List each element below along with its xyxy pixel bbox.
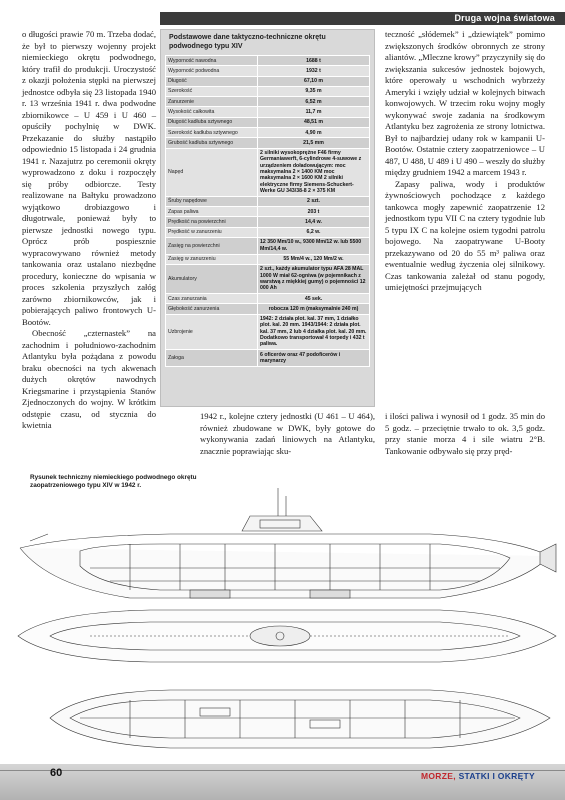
magazine-title (421, 771, 535, 781)
spec-label: Zanurzenie (166, 97, 258, 107)
spec-row (166, 227, 370, 237)
spec-value: 11,7 m (258, 107, 370, 117)
section-header-bar (160, 12, 565, 25)
spec-row (166, 56, 370, 66)
spec-label: Napęd (166, 148, 258, 196)
spec-label: Zasięg na powierzchni (166, 237, 258, 254)
right-paragraph-1: teczność „słódemek” i „dziewiątek” pomimo zwiększonych środków obronnych ze strony aliantów. „Mleczne krowy” przyczyniły się do zwiększania sukcesów jednostek bojowych, które operowały u wschodnich wybrzeży Ameryki i wzięły udział w kolejnych bitwach konwojowych. W trzecim roku wojny mogły wykonywać swoje zadania na środkowym Atlantyku bez zagrożenia ze strony lotnictwa. Był to najbardziej udany rok w kampanii U-Bootów. Ostatnie cztery zaopatrzeniowce – U 487, U 488, U 489 i U 490 – weszły do służby między grudniem 1942 a marcem 1943 r. (385, 29, 545, 177)
spec-label: Wysokość całkowita (166, 107, 258, 117)
spec-label: Długość kadłuba sztywnego (166, 117, 258, 127)
spec-label: Zapas paliwa (166, 207, 258, 217)
spec-row (166, 97, 370, 107)
left-paragraph-1: o długości prawie 70 m. Trzeba dodać, że był to pierwszy wojenny projekt niemieckiego okrętu podwodnego, który trafił do produkcji. Uroczystość z okazji położenia stępki na pierwszej jednostce odbyła się 23 listopada 1940 r. 13 września 1941 r. dwa podwodne zbiornikowce – U 459 i U 460 – opuściły pochylnię w DWK. Przekazanie do służby nastąpiło odpowiednio 15 listopada i 24 grudnia 1941 r. Nazajutrz po ceremonii okręty wyprowadzono z doku i rozpoczęły się próby odbiorcze. Testy realizowane na Bałtyku prowadzono wyjątkowo drobiazgowo i długotrwale, ponieważ były to pierwsze jednostki nowego typu. Oprócz prób pospiesznie wypracowywano również metody tankowania oraz ustalano niezbędne procedury, konieczne do wpisania w proces szkolenia przyszłych załóg zarówno zbiornikowców, jak i pobierających paliwo frontowych U-Bootów. (22, 29, 156, 327)
spec-value: 45 sek. (258, 294, 370, 304)
spec-row (166, 138, 370, 148)
spec-row (166, 128, 370, 138)
magazine-separator: , (453, 771, 456, 781)
left-paragraph-2: Obecność „czternastek” na zachodnim i południowo-zachodnim Atlantyku była pożądana z powodu braku obecności na tych akwenach dużych okrętów nawodnych Kriegsmarine i przystąpienia Stanów Zjednoczonych do wojny. W krótkim odstępie czasu, od stycznia do kwietnia (22, 328, 156, 430)
spec-row (166, 76, 370, 86)
spec-row (166, 304, 370, 314)
spec-value: 2 szt. (258, 196, 370, 206)
spec-row (166, 117, 370, 127)
spec-value: 2 szt., każdy akumulator typu AFA 28 MAL 1000 W miał 62-ogniwa (w pojemnikach z warstwą z miękkiej gumy) o pojemności 12 000 Ah (258, 264, 370, 293)
top-deck-view (18, 610, 556, 662)
spec-row (166, 196, 370, 206)
spec-value: 2 silniki wysokoprężne F46 firmy Germaniawerft, 6-cylindrowe 4-suwowe z urządzeniem doładowującym: moc maksymalna 2 × 1400 KM moc maksymalna 2 × 1600 KM 2 silniki elektryczne firmy Siemens-Schuckert-Werke GU 343/38-8 2 × 375 KM (258, 148, 370, 196)
spec-value: 67,10 m (258, 76, 370, 86)
spec-label: Długość (166, 76, 258, 86)
spec-row (166, 254, 370, 264)
spec-label: Uzbrojenie (166, 314, 258, 349)
middle-text-col2: i ilości paliwa i wynosił od 1 godz. 35 min do 5 godz. – przeciętnie trwało to ok. 3,5 godz. przy stanie morza 4 i sile wiatru 2°B. Tankowanie odbywało się przy pręd- (385, 411, 545, 456)
spec-value: 48,51 m (258, 117, 370, 127)
spec-row (166, 148, 370, 196)
spec-value: 4,90 m (258, 128, 370, 138)
spec-label: Szerokość kadłuba sztywnego (166, 128, 258, 138)
magazine-word-1: MORZE (421, 771, 454, 781)
spec-value: 55 Mm/4 w., 120 Mm/2 w. (258, 254, 370, 264)
submarine-technical-drawing (10, 486, 558, 762)
spec-label: Głębokość zanurzenia (166, 304, 258, 314)
spec-row (166, 294, 370, 304)
spec-value: 12 350 Mm/10 w., 9300 Mm/12 w. lub 5500 Mm/14,4 w. (258, 237, 370, 254)
spec-label: Wyporność podwodna (166, 66, 258, 76)
right-paragraph-2: Zapasy paliwa, wody i produktów żywnościowych pochodzące z każdego tankowca mogły zapewnić zaopatrzenie 12 jednostkom typu VII C na cztery tygodnie lub 5 typu IX C na kolejne osiem tygodni patrolu bojowego. Na zaopatrywane U-Booty przekazywano od 20 do 55 m³ paliwa oraz ewentualnie według życzenia olej silnikowy. Czas tankowania zależał od stanu pogody, umiejętności przejmujących (385, 178, 545, 292)
spec-value: 6,2 w. (258, 227, 370, 237)
spec-value: robocza 120 m (maksymalnie 240 m) (258, 304, 370, 314)
section-title: Druga wojna światowa (454, 13, 555, 23)
spec-value: 1942: 2 działa plot. kal. 37 mm, 1 działko plot. kal. 20 mm. 1943/1944: 2 działa plot. kal. 37 mm, 2 lub 4 działka plot. kal. 20 mm. Dodatkowo transportował 4 torpedy i 432 t paliwa. (258, 314, 370, 349)
spec-row (166, 217, 370, 227)
spec-value: 1688 t (258, 56, 370, 66)
side-profile-view (20, 488, 556, 598)
spec-row (166, 207, 370, 217)
spec-label: Akumulatory (166, 264, 258, 293)
spec-label: Czas zanurzania (166, 294, 258, 304)
spec-label: Prędkość w zanurzeniu (166, 227, 258, 237)
spec-value: 6,52 m (258, 97, 370, 107)
spec-label: Wyporność nawodna (166, 56, 258, 66)
spec-value: 9,35 m (258, 86, 370, 96)
page-number: 60 (50, 767, 63, 779)
spec-value: 6 oficerów oraz 47 podoficerów i marynarzy (258, 350, 370, 367)
spec-table-title: Podstawowe dane taktyczno-techniczne okrętu podwodnego typu XIV (169, 34, 326, 50)
spec-label: Zasięg w zanurzeniu (166, 254, 258, 264)
spec-value: 14,4 w. (258, 217, 370, 227)
spec-row (166, 237, 370, 254)
spec-label: Grubość kadłuba sztywnego (166, 138, 258, 148)
spec-table (165, 55, 370, 367)
spec-table-box (160, 29, 375, 407)
spec-label: Załoga (166, 350, 258, 367)
spec-label: Śruby napędowe (166, 196, 258, 206)
right-text-column (385, 29, 545, 294)
left-text-column (22, 29, 156, 432)
spec-row (166, 264, 370, 293)
figure-caption: Rysunek techniczny niemieckiego podwodnego okrętu zaopatrzeniowego typu XIV w 1942 r. (30, 474, 197, 489)
middle-text-col1: 1942 r., kolejne cztery jednostki (U 461 – U 464), również zbudowane w DWK, były gotowe do wykonywania zadań liniowych na Atlantyku, znacznie poprawiając sku- (200, 411, 375, 456)
magazine-word-2: STATKI I OKRĘTY (458, 771, 535, 781)
spec-row (166, 107, 370, 117)
plan-section-view (50, 690, 550, 748)
spec-row (166, 66, 370, 76)
spec-row (166, 314, 370, 349)
spec-label: Prędkość na powierzchni (166, 217, 258, 227)
spec-row (166, 86, 370, 96)
spec-value: 1932 t (258, 66, 370, 76)
spec-value: 203 t (258, 207, 370, 217)
spec-value: 21,5 mm (258, 138, 370, 148)
spec-row (166, 350, 370, 367)
spec-label: Szerokość (166, 86, 258, 96)
